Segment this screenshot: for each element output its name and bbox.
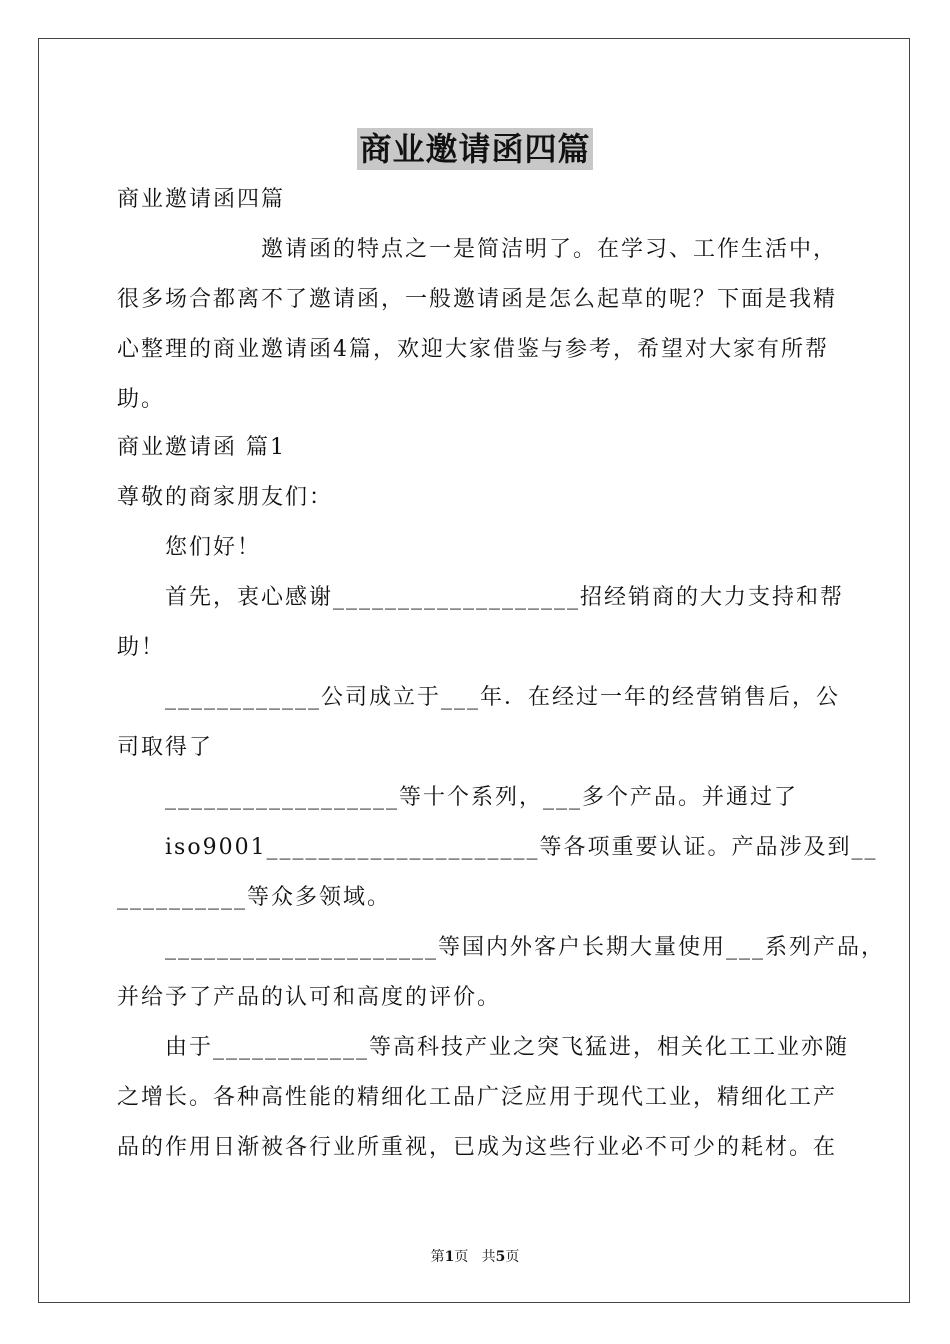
- salutation: 尊敬的商家朋友们：: [117, 485, 334, 510]
- text-line: 由于____________等高科技产业之突飞猛进，相关化工工业亦随: [117, 1035, 850, 1060]
- text-line: 商业邀请函四篇: [117, 187, 286, 212]
- title-container: [0, 128, 950, 170]
- page-prefix: 第: [430, 1249, 445, 1265]
- text-line: 并给予了产品的认可和高度的评价。: [117, 985, 502, 1010]
- text-line: 助。: [117, 387, 166, 412]
- page-suffix: 页: [454, 1249, 469, 1265]
- total-pages: 5: [495, 1249, 506, 1265]
- section-heading: 商业邀请函 篇1: [117, 435, 286, 460]
- text-line: 您们好！: [117, 535, 262, 560]
- text-line: 品的作用日渐被各行业所重视，已成为这些行业必不可少的耗材。在: [117, 1135, 838, 1160]
- total-suffix: 页: [505, 1249, 520, 1265]
- text-line: ____________公司成立于___年．在经过一年的经营销售后，公: [117, 685, 841, 710]
- text-line: iso9001_____________________等各项重要认证。产品涉及到__: [117, 835, 878, 860]
- text-line: __________等众多领域。: [117, 885, 392, 910]
- text-line: 首先，衷心感谢___________________招经销商的大力支持和帮: [117, 585, 845, 610]
- document-title: 商业邀请函四篇: [359, 130, 591, 168]
- text-line: 心整理的商业邀请函4篇，欢迎大家借鉴与参考，希望对大家有所帮: [117, 337, 829, 362]
- text-line: _____________________等国内外客户长期大量使用___系列产品，: [117, 935, 886, 960]
- text-line: __________________等十个系列，___多个产品。并通过了: [117, 785, 799, 810]
- text-line: 邀请函的特点之一是简洁明了。在学习、工作生活中，: [117, 237, 838, 262]
- text-line: 助！: [117, 635, 166, 660]
- page-footer: [0, 1246, 950, 1266]
- text-line: 司取得了: [117, 735, 214, 760]
- total-prefix: 共: [481, 1249, 496, 1265]
- page-number: 1: [444, 1249, 455, 1265]
- text-line: 之增长。各种高性能的精细化工品广泛应用于现代工业，精细化工产: [117, 1085, 838, 1110]
- text-line: 很多场合都离不了邀请函，一般邀请函是怎么起草的呢？下面是我精: [117, 287, 838, 312]
